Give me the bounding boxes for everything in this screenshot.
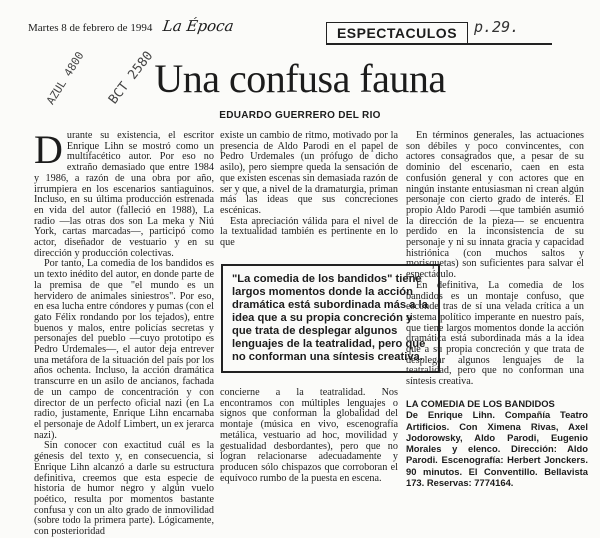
paragraph: Esta apreciación válida para el nivel de la textualidad también es pertinente en lo que — [220, 215, 398, 249]
article-column-2-bottom — [220, 388, 398, 484]
paragraph: En términos generales, las actuaciones son débiles y poco convincentes, con actores consagrados que, a pesar de su dominio del escenario, caen en esta confusión general y con actores que en ningún instante entusiasman ni crean algún personaje con cierto grado de interés. El propio Aldo Parodi —que también asumió la dirección de la pieza— se encuentra perdido en la inconsistencia de su personaje y ni su innata gracia y capacidad histriónica (con muchos saltos y morisquetas) son suficientes para salvar el espectáculo. — [406, 130, 584, 281]
section-label: ESPECTACULOS — [326, 22, 468, 44]
publication-date: Martes 8 de febrero de 1994 — [28, 22, 153, 34]
paragraph: En definitiva, La comedia de los bandidos es un montaje confuso, que esconde tras de sí una velada crítica a un sistema político imperante en nuestro país, que tiene largos momentos donde la acción dramática está subordinada más a la idea que a su propia concreción y que trata de desplegar algunos lenguajes de la teatralidad, pero que no conforman una síntesis creativa. — [406, 279, 584, 388]
credits-title: LA COMEDIA DE LOS BANDIDOS — [406, 398, 555, 409]
dropcap-letter: D — [34, 127, 63, 172]
article-column-1 — [34, 127, 214, 538]
credits-body: De Enrique Lihn. Compañía Teatro Artificios. Con Ximena Rivas, Axel Jodorowsky, Aldo Parodi, Eugenio Morales y elenco. Dirección: Aldo Parodi. Escenografía: Herbert Jonckers. 90 minutos. El Conventillo. Bellavista 173. Reservas: 7774164. — [406, 409, 588, 489]
article-column-3 — [406, 131, 584, 388]
handwritten-margin-note: BCT 2580 — [106, 48, 157, 108]
section-rule — [326, 43, 552, 45]
handwritten-page-number: p.29. — [474, 18, 520, 36]
handwritten-margin-note: AZUL 4800 — [44, 49, 87, 107]
paragraph: concierne a la teatralidad. Nos encontramos con múltiples lenguajes o signos que conforman la globalidad del montaje (música en vivo, escenografía metálica, vestuario ad hoc, movilidad y gestualidad desbordantes), pero que no logran relacionarse adecuadamente y producen sólo chispazos que corroboran el equívoco rumbo de la puesta en escena. — [220, 387, 398, 484]
paragraph: Por tanto, La comedia de los bandidos es un texto inédito del autor, en donde parte de la premisa de que "el mundo es un hervidero de animales siniestros". Por eso, en esa lucha entre cóndores y pumas (con el gato Félix rondando por los tejados), entre buenos y malos, entre policías secretas y personajes del pueblo —cuyo prototipo es Pedro Urdemales—, el autor deja entrever una metáfora de la situación del país por los años ochenta. Incluso, la acción dramática transcurre en un asilo de ancianos, fachada de un campo de concentración y con director de un perfecto oficial nazi (en La radio, justamente, Enrique Lihn encarnaba el personaje de Adolf Limbert, un ex jerarca nazi). — [34, 258, 214, 441]
paragraph: Durante su existencia, el escritor Enrique Lihn se mostró como un multifacético autor. Por eso no extraño demasiado que entre 1984 y 1986, a razón de una obra por año, irrumpiera en los escenarios santiaguinos. Incluso, en su última producción estrenada en vida del autor (falleció en 1988), La radio —las otras dos son La meka y Niú York, cartas marcadas—, participó como actor, diseñador de vestuario y en su dirección y producción colectivas. — [34, 127, 214, 259]
production-credits — [406, 398, 588, 488]
article-column-2-top — [220, 131, 398, 249]
paragraph: existe un cambio de ritmo, motivado por la presencia de Aldo Parodi en el papel de Pedro Urdemales (un prófugo de dicho asilo), pero siempre queda la sensación de que existen escenas sin demasiada razón de ser y que, a nivel de la dramaturgia, priman más las ideas que sus concreciones escénicas. — [220, 130, 398, 216]
paragraph: Sin conocer con exactitud cuál es la génesis del texto y, en consecuencia, si Enrique Lihn alcanzó a darle su estructura definitiva, creemos que esta especie de historia de humor negro y algún vuelo poético, resulta por momentos bastante confusa y con un alto grado de inmovilidad (sobre todo la primera parte). Lógicamente, con posterioridad — [34, 440, 214, 538]
article-title: Una confusa fauna — [154, 56, 446, 101]
pull-quote: "La comedia de los bandidos" tiene largos momentos donde la acción dramática está subordinada más a la idea que a su propia concreción y que trata de desplegar algunos lenguajes de la teatralidad, pero que no conforman una síntesis creativa. — [221, 264, 440, 373]
article-byline: EDUARDO GUERRERO DEL RIO — [219, 110, 381, 121]
newspaper-masthead: La Época — [161, 17, 235, 35]
